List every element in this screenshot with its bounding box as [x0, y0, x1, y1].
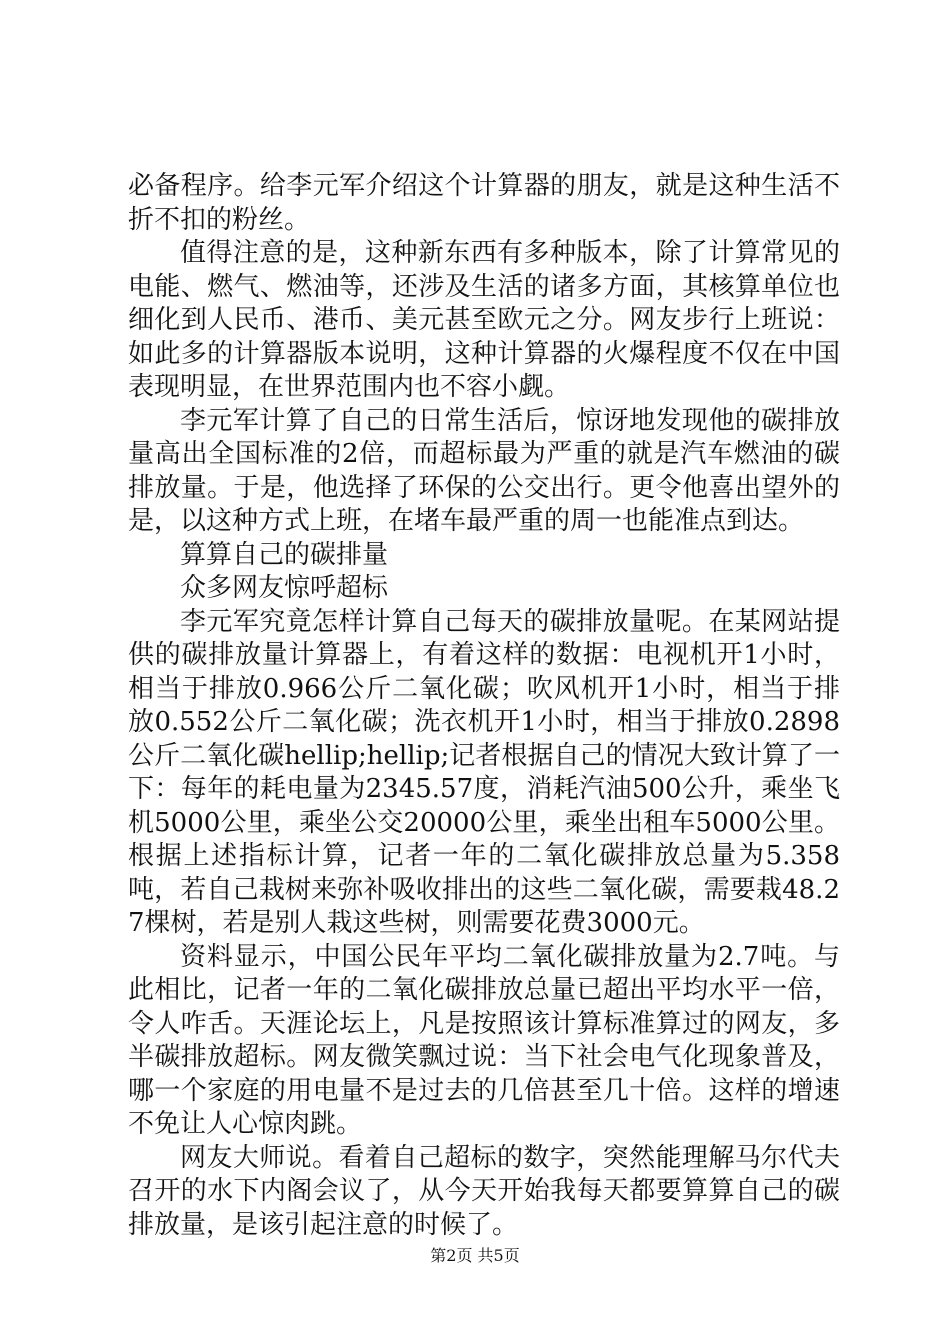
- paragraph: 值得注意的是，这种新东西有多种版本，除了计算常见的电能、燃气、燃油等，还涉及生活的诸多方面，其核算单位也细化到人民币、港币、美元甚至欧元之分。网友步行上班说：如此多的计算器版本说明，这种计算器的火爆程度不仅在中国表现明显，在世界范围内也不容小觑。: [128, 238, 840, 402]
- page-number-footer: 第2页 共5页: [430, 1246, 520, 1265]
- document-body: [128, 170, 840, 1242]
- section-subheading: 众多网友惊呼超标: [180, 573, 389, 603]
- paragraph: 必备程序。给李元军介绍这个计算器的朋友，就是这种生活不折不扣的粉丝。: [128, 171, 840, 235]
- paragraph: 李元军究竟怎样计算自己每天的碳排放量呢。在某网站提供的碳排放量计算器上，有着这样的数据：电视机开1小时，相当于排放0.966公斤二氧化碳；吹风机开1小时，相当于排放0.552公斤二氧化碳；洗衣机开1小时，相当于排放0.2898公斤二氧化碳hellip;hellip;记者根据自己的情况大致计算了一下：每年的耗电量为2345.57度，消耗汽油500公升，乘坐飞机5000公里，乘坐公交20000公里，乘坐出租车5000公里。根据上述指标计算，记者一年的二氧化碳排放总量为5.358吨，若自己栽树来弥补吸收排出的这些二氧化碳，需要栽48.27棵树，若是别人栽这些树，则需要花费3000元。: [128, 606, 840, 938]
- paragraph: 资料显示，中国公民年平均二氧化碳排放量为2.7吨。与此相比，记者一年的二氧化碳排放总量已超出平均水平一倍，令人咋舌。天涯论坛上，凡是按照该计算标准算过的网友，多半碳排放超标。网友微笑飘过说：当下社会电气化现象普及，哪一个家庭的用电量不是过去的几倍甚至几十倍。这样的增速不免让人心惊肉跳。: [128, 941, 840, 1139]
- paragraph: 李元军计算了自己的日常生活后，惊讶地发现他的碳排放量高出全国标准的2倍，而超标最为严重的就是汽车燃油的碳排放量。于是，他选择了环保的公交出行。更令他喜出望外的是，以这种方式上班，在堵车最严重的周一也能准点到达。: [128, 405, 840, 536]
- section-heading: 算算自己的碳排量: [180, 539, 389, 570]
- paragraph: 网友大师说。看着自己超标的数字，突然能理解马尔代夫召开的水下内阁会议了，从今天开始我每天都要算算自己的碳排放量，是该引起注意的时候了。: [128, 1142, 840, 1240]
